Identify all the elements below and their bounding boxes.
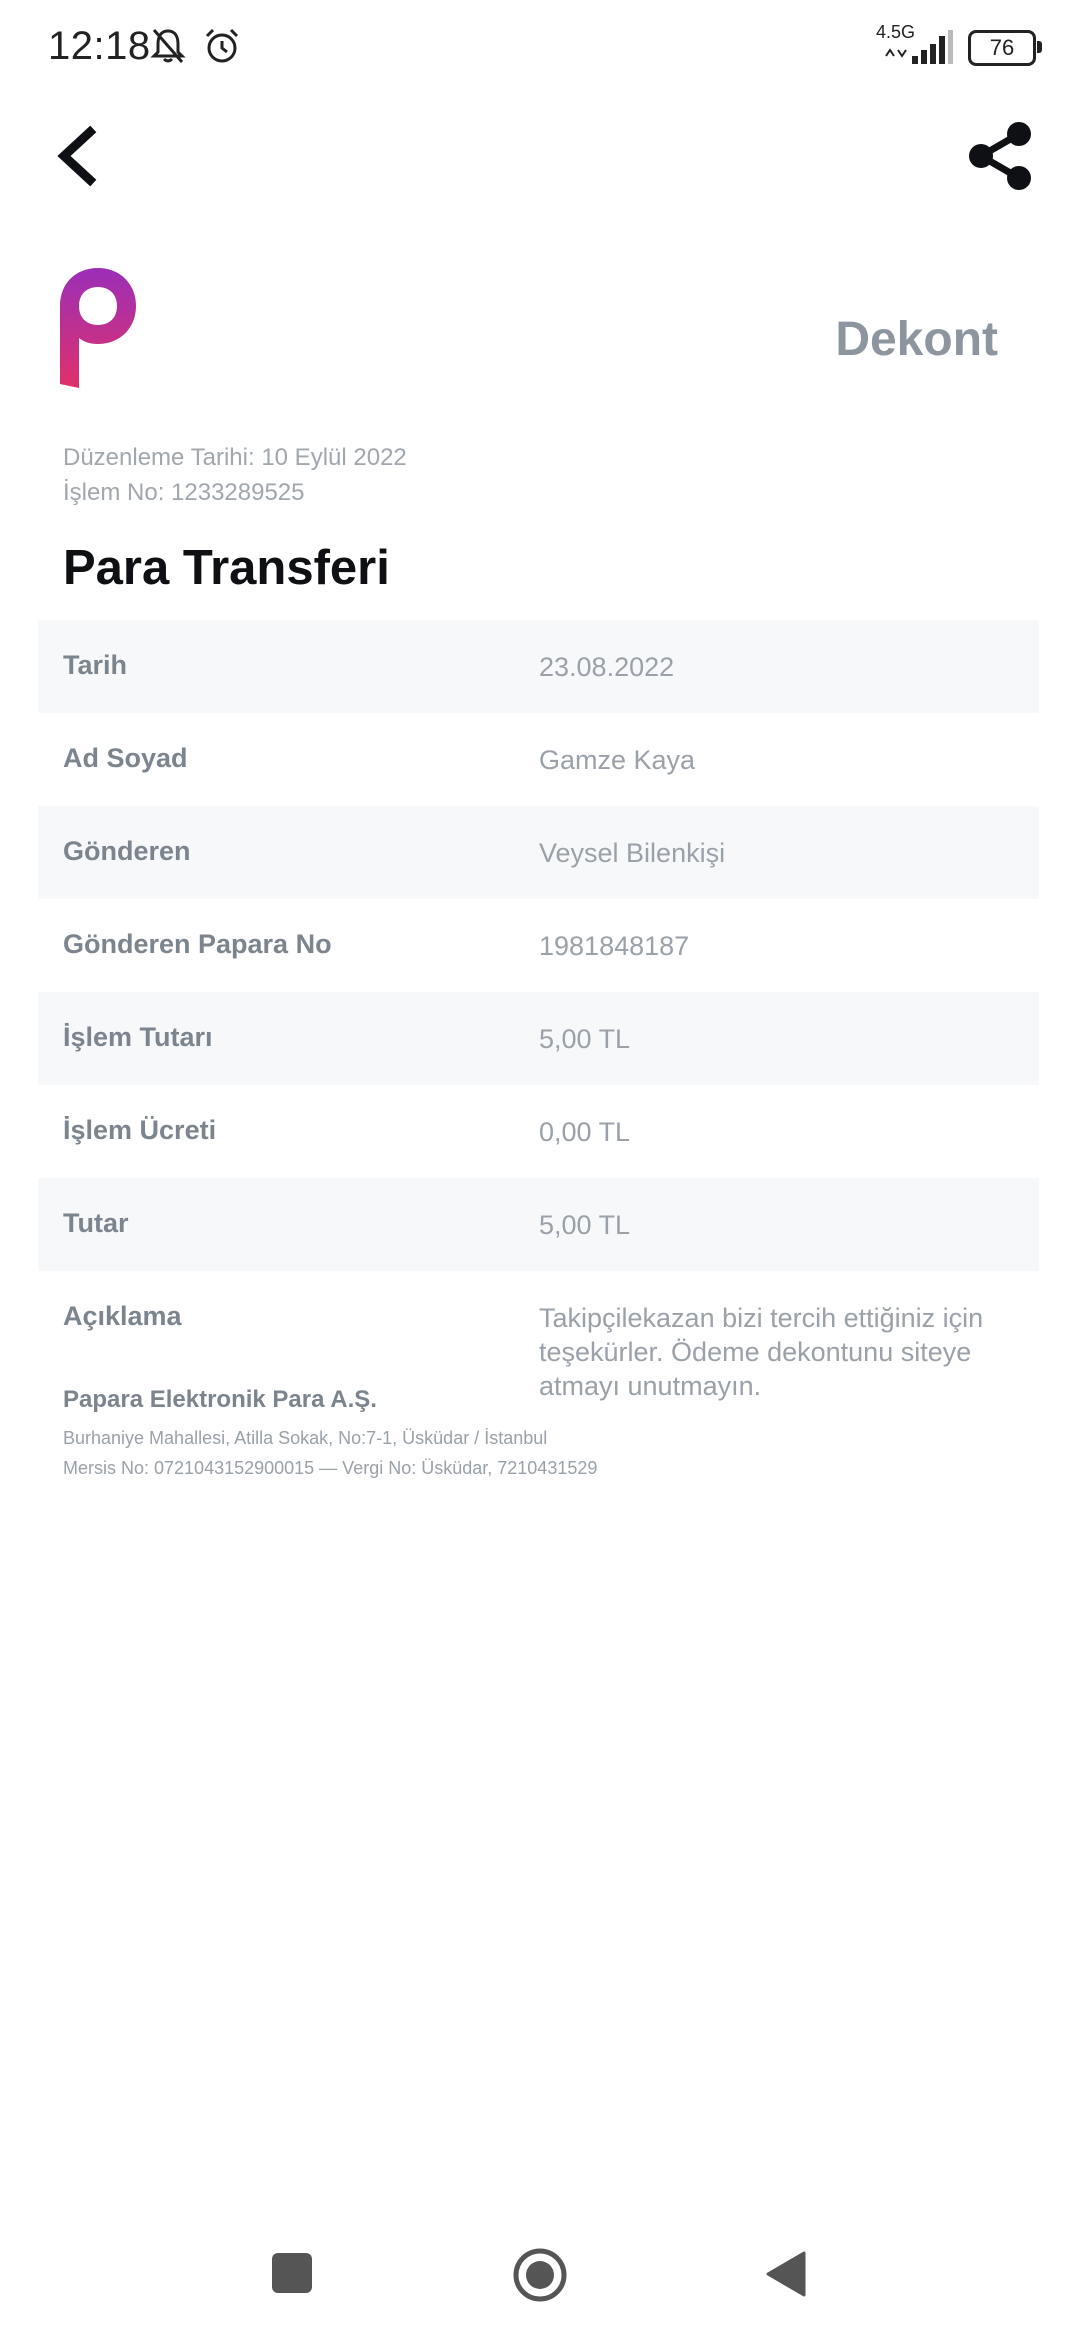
signal-icon xyxy=(876,22,954,68)
detail-label: İşlem Tutarı xyxy=(63,1022,213,1052)
status-bar xyxy=(0,0,1080,100)
battery-level: 76 xyxy=(989,35,1015,60)
bell-off-icon xyxy=(148,26,188,66)
back-button[interactable] xyxy=(50,124,110,188)
share-icon xyxy=(965,120,1035,192)
home-button[interactable] xyxy=(512,2247,568,2308)
detail-value: 0,00 TL xyxy=(539,1117,631,1147)
home-circle-icon xyxy=(512,2247,568,2303)
detail-value: Gamze Kaya xyxy=(539,745,696,775)
details-table xyxy=(38,620,1039,1421)
detail-value: 5,00 TL xyxy=(539,1024,631,1054)
recents-button[interactable] xyxy=(272,2253,312,2298)
battery-icon xyxy=(968,30,1036,66)
detail-label: Gönderen Papara No xyxy=(63,929,332,959)
registry-line: Mersis No: 0721043152900015 — Vergi No: Üsküdar, 7210431529 xyxy=(63,1458,598,1478)
edit-date: Düzenleme Tarihi: 10 Eylül 2022 xyxy=(63,444,407,471)
detail-row-transaction-amount xyxy=(38,992,1039,1085)
detail-value: 23.08.2022 xyxy=(539,652,675,682)
detail-row-total xyxy=(38,1178,1039,1271)
detail-value: 5,00 TL xyxy=(539,1210,631,1240)
detail-label: Tutar xyxy=(63,1208,129,1238)
system-back-button[interactable] xyxy=(766,2251,806,2302)
share-button[interactable] xyxy=(965,120,1035,192)
detail-row-date xyxy=(38,620,1039,713)
chevron-left-icon xyxy=(50,124,110,188)
status-icons-left xyxy=(148,26,242,66)
detail-row-sender-papara-no xyxy=(38,899,1039,992)
company-name: Papara Elektronik Para A.Ş. xyxy=(63,1386,377,1413)
document-title: Dekont xyxy=(835,313,998,366)
detail-label: Ad Soyad xyxy=(63,743,188,773)
status-time: 12:18 xyxy=(48,24,151,68)
section-title: Para Transferi xyxy=(63,541,390,595)
triangle-back-icon xyxy=(766,2251,806,2297)
square-icon xyxy=(272,2253,312,2293)
detail-value: Takipçilekazan bizi tercih ettiğiniz için teşekürler. Ödeme dekontunu siteye atmayı unutmayın. xyxy=(539,1303,984,1401)
alarm-icon xyxy=(202,26,242,66)
receipt-meta xyxy=(63,440,407,510)
detail-label: Açıklama xyxy=(63,1301,182,1331)
company-address xyxy=(63,1423,597,1483)
network-type: 4.5G xyxy=(876,22,916,42)
detail-value: 1981848187 xyxy=(539,931,690,961)
detail-row-transaction-fee xyxy=(38,1085,1039,1178)
detail-label: Gönderen xyxy=(63,836,191,866)
papara-logo xyxy=(60,268,136,388)
status-icons-right xyxy=(876,22,1036,68)
detail-label: İşlem Ücreti xyxy=(63,1115,217,1145)
address-line: Burhaniye Mahallesi, Atilla Sokak, No:7-1, Üsküdar / İstanbul xyxy=(63,1428,548,1448)
detail-label: Tarih xyxy=(63,650,128,680)
detail-row-name xyxy=(38,713,1039,806)
detail-value: Veysel Bilenkişi xyxy=(539,838,726,868)
transaction-number: İşlem No: 1233289525 xyxy=(63,479,305,506)
system-nav-bar xyxy=(0,2220,1080,2340)
detail-row-sender xyxy=(38,806,1039,899)
